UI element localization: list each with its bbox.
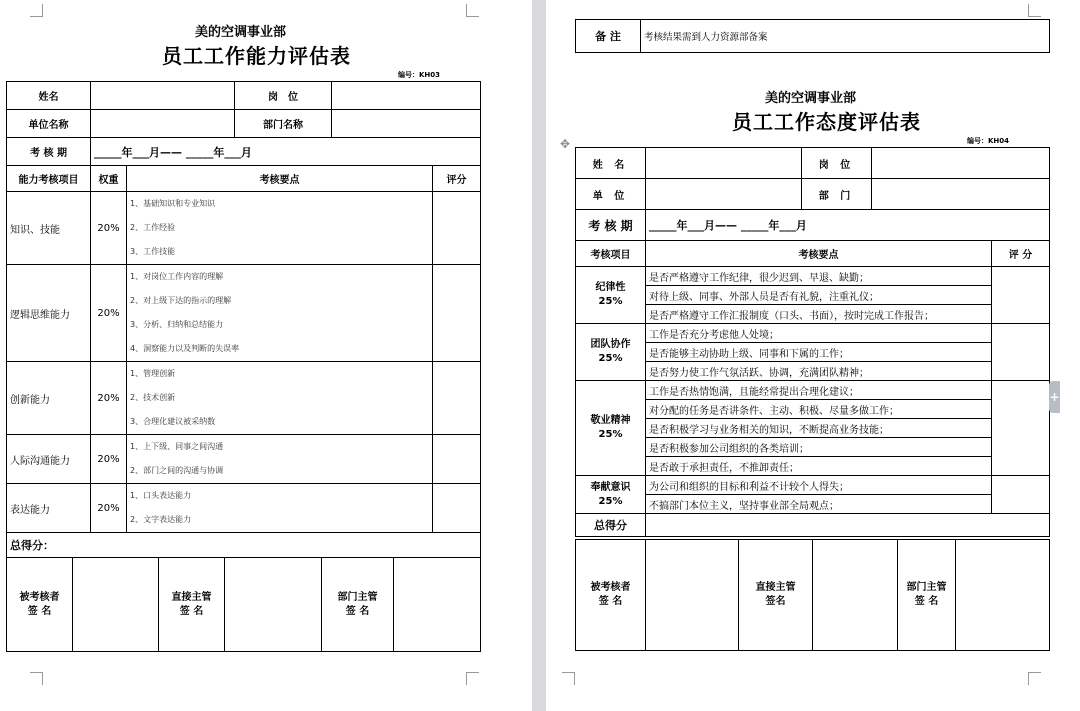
table-row	[576, 305, 1050, 324]
criterion-text: 工作是否充分考虑他人处境；	[646, 324, 992, 343]
group-name: 团队协作	[590, 339, 631, 350]
weight-cell: 20%	[91, 362, 127, 435]
score-cell[interactable]	[433, 192, 481, 265]
form-code: 编号：KH04	[967, 137, 1010, 145]
point-text: 2、对上级下达的指示的理解	[130, 296, 232, 305]
total-score-label: 总得分：	[7, 533, 481, 558]
score-cell[interactable]	[433, 484, 481, 533]
crop-mark	[30, 672, 43, 685]
document-page-right	[546, 0, 1080, 711]
attitude-evaluation-table	[575, 147, 1050, 537]
table-row	[576, 438, 1050, 457]
dept-head-signature-label	[898, 540, 956, 651]
weight-cell: 20%	[91, 192, 127, 265]
score-cell[interactable]	[992, 381, 1050, 476]
criterion-text: 为公司和组织的目标和利益不计较个人得失；	[646, 476, 992, 495]
period-label: 考 核 期	[7, 138, 91, 166]
dept-label: 部 门	[802, 179, 872, 210]
table-row	[7, 362, 481, 435]
reviewee-signature-field[interactable]	[73, 558, 159, 652]
item-cell: 表达能力	[7, 484, 91, 533]
unit-field[interactable]	[646, 179, 802, 210]
dept-head-signature-field[interactable]	[394, 558, 481, 652]
group-item-cell	[576, 381, 646, 476]
crop-mark	[466, 4, 479, 17]
criterion-text: 是否积极学习与业务相关的知识，不断提高业务技能；	[646, 419, 992, 438]
table-row	[576, 495, 1050, 514]
group-weight: 25%	[598, 429, 623, 440]
score-cell[interactable]	[992, 476, 1050, 514]
remark-text: 考核结果需到人力资源部备案	[641, 20, 1050, 53]
total-score-field[interactable]	[646, 514, 1050, 537]
org-name: 美的空调事业部	[765, 91, 857, 106]
group-item-cell	[576, 476, 646, 514]
org-name: 美的空调事业部	[195, 25, 287, 40]
criterion-text: 是否努力使工作气氛活跃、协调，充满团队精神；	[646, 362, 992, 381]
reviewee-signature-label	[576, 540, 646, 651]
signature-table	[575, 539, 1050, 651]
unit-field[interactable]	[91, 110, 235, 138]
col-score-header: 评 分	[992, 241, 1050, 267]
criterion-text: 是否积极参加公司组织的各类培训；	[646, 438, 992, 457]
name-field[interactable]	[646, 148, 802, 179]
name-field[interactable]	[91, 82, 235, 110]
item-cell: 创新能力	[7, 362, 91, 435]
group-weight: 25%	[598, 495, 623, 507]
crop-mark	[1028, 672, 1041, 685]
point-text: 2、工作经验	[130, 223, 176, 232]
score-cell[interactable]	[433, 435, 481, 484]
signature-sign: 签 名	[27, 605, 52, 617]
page-gutter	[532, 0, 546, 711]
direct-supervisor-signature-field[interactable]	[813, 540, 898, 651]
point-text: 1、管理创新	[130, 369, 176, 378]
weight-cell: 20%	[91, 265, 127, 362]
table-row	[7, 484, 481, 533]
dept-field[interactable]	[872, 179, 1050, 210]
position-field[interactable]	[332, 82, 481, 110]
table-row	[576, 476, 1050, 495]
group-item-cell	[576, 267, 646, 324]
points-cell	[127, 362, 433, 435]
item-cell: 知识、技能	[7, 192, 91, 265]
position-field[interactable]	[872, 148, 1050, 179]
score-cell[interactable]	[992, 267, 1050, 324]
table-row	[576, 343, 1050, 362]
point-text: 3、合理化建议被采纳数	[130, 417, 216, 426]
signature-role: 被考核者	[19, 591, 60, 603]
signature-role: 部门主管	[337, 591, 378, 603]
crop-mark	[30, 4, 43, 17]
document-page-left	[0, 0, 532, 711]
direct-supervisor-signature-field[interactable]	[225, 558, 322, 652]
form-title: 员工工作态度评估表	[732, 110, 921, 134]
group-weight: 25%	[598, 296, 623, 307]
signature-table	[6, 557, 481, 652]
criterion-text: 是否敢于承担责任，不推卸责任；	[646, 457, 992, 476]
signature-sign: 签 名	[345, 605, 370, 617]
point-text: 2、技术创新	[130, 393, 176, 402]
criterion-text: 是否严格遵守工作纪律，很少迟到、早退、缺勤；	[646, 267, 992, 286]
period-field[interactable]: _____年___月—— _____年___月	[91, 138, 481, 166]
signature-sign: 签 名	[179, 605, 204, 617]
expand-panel-tab[interactable]: +	[1049, 381, 1060, 413]
remark-label: 备 注	[576, 20, 641, 53]
period-field[interactable]: _____年___月—— _____年___月	[646, 210, 1050, 241]
total-score-label: 总得分	[576, 514, 646, 537]
table-row	[7, 265, 481, 362]
table-row	[576, 267, 1050, 286]
unit-label: 单位名称	[7, 110, 91, 138]
form-code: 编号：KH03	[398, 71, 441, 79]
point-text: 2、文字表达能力	[130, 515, 192, 524]
signature-role: 被考核者	[590, 582, 631, 593]
signature-role: 直接主管	[755, 582, 796, 593]
point-text: 1、上下级、同事之间沟通	[130, 442, 224, 451]
table-row	[576, 286, 1050, 305]
point-text: 3、分析、归纳和总结能力	[130, 320, 224, 329]
name-label: 姓名	[7, 82, 91, 110]
position-label: 岗 位	[235, 82, 332, 110]
group-weight: 25%	[598, 353, 623, 364]
score-cell[interactable]	[433, 362, 481, 435]
group-name: 纪律性	[595, 282, 626, 293]
group-name: 奉献意识	[590, 481, 631, 493]
score-cell[interactable]	[992, 324, 1050, 381]
remark-table	[575, 19, 1050, 53]
table-move-handle-icon[interactable]: ✥	[560, 137, 571, 151]
point-text: 3、工作技能	[130, 247, 176, 256]
weight-cell: 20%	[91, 435, 127, 484]
reviewee-signature-label	[7, 558, 73, 652]
direct-supervisor-signature-label	[159, 558, 225, 652]
col-item-header: 考核项目	[576, 241, 646, 267]
point-text: 1、对岗位工作内容的理解	[130, 272, 224, 281]
dept-field[interactable]	[332, 110, 481, 138]
table-row	[576, 381, 1050, 400]
point-text: 2、部门之间的沟通与协调	[130, 466, 224, 475]
item-cell: 人际沟通能力	[7, 435, 91, 484]
col-points-header: 考核要点	[127, 166, 433, 192]
col-score-header: 评分	[433, 166, 481, 192]
name-label: 姓 名	[576, 148, 646, 179]
group-item-cell	[576, 324, 646, 381]
col-points-header: 考核要点	[646, 241, 992, 267]
item-cell: 逻辑思维能力	[7, 265, 91, 362]
table-row	[576, 324, 1050, 343]
points-cell	[127, 484, 433, 533]
group-name: 敬业精神	[590, 415, 631, 426]
score-cell[interactable]	[433, 265, 481, 362]
unit-label: 单 位	[576, 179, 646, 210]
criterion-text: 不搞部门本位主义，坚持事业部全局观点；	[646, 495, 992, 514]
crop-mark	[1028, 4, 1041, 17]
weight-cell: 20%	[91, 484, 127, 533]
dept-label: 部门名称	[235, 110, 332, 138]
table-row	[576, 419, 1050, 438]
signature-role: 直接主管	[171, 591, 212, 603]
points-cell	[127, 192, 433, 265]
criterion-text: 对待上级、同事、外部人员是否有礼貌，注重礼仪；	[646, 286, 992, 305]
period-label: 考 核 期	[576, 210, 646, 241]
col-item-header: 能力考核项目	[7, 166, 91, 192]
table-row	[7, 192, 481, 265]
points-cell	[127, 265, 433, 362]
col-weight-header: 权重	[91, 166, 127, 192]
points-cell	[127, 435, 433, 484]
crop-mark	[562, 672, 575, 685]
position-label: 岗 位	[802, 148, 872, 179]
table-row	[576, 400, 1050, 419]
signature-role: 部门主管	[906, 582, 947, 593]
criterion-text: 工作是否热情饱满，且能经常提出合理化建议；	[646, 381, 992, 400]
criterion-text: 是否能够主动协助上级、同事和下属的工作；	[646, 343, 992, 362]
table-row	[576, 457, 1050, 476]
crop-mark	[466, 672, 479, 685]
point-text: 1、口头表达能力	[130, 491, 192, 500]
reviewee-signature-field[interactable]	[646, 540, 739, 651]
point-text: 1、基础知识和专业知识	[130, 199, 216, 208]
form-title: 员工工作能力评估表	[162, 44, 351, 68]
table-row	[576, 362, 1050, 381]
direct-supervisor-signature-label	[739, 540, 813, 651]
signature-sign: 签 名	[914, 596, 939, 607]
dept-head-signature-label	[322, 558, 394, 652]
dept-head-signature-field[interactable]	[956, 540, 1050, 651]
signature-sign: 签 名	[598, 596, 623, 607]
table-row	[7, 435, 481, 484]
ability-evaluation-table	[6, 81, 481, 558]
point-text: 4、洞察能力以及判断的失误率	[130, 344, 240, 353]
criterion-text: 对分配的任务是否讲条件、主动、积极、尽量多做工作；	[646, 400, 992, 419]
criterion-text: 是否严格遵守工作汇报制度（口头、书面），按时完成工作报告；	[646, 305, 992, 324]
signature-sign: 签名	[765, 596, 786, 607]
